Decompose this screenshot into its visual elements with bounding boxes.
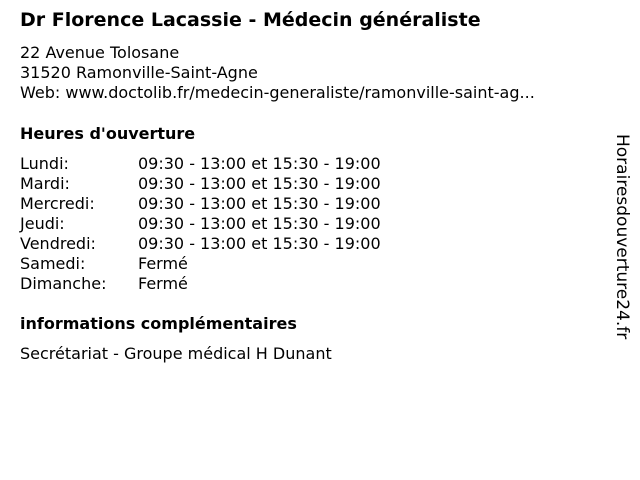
day-label: Mercredi: [20, 194, 95, 213]
hours-row-saturday [20, 254, 381, 274]
address-city: 31520 Ramonville-Saint-Agne [20, 63, 258, 82]
day-hours: Fermé [138, 254, 188, 273]
day-label: Vendredi: [20, 234, 96, 253]
additional-info-text: Secrétariat - Groupe médical H Dunant [20, 344, 332, 363]
hours-row-friday [20, 234, 381, 254]
day-hours: 09:30 - 13:00 et 15:30 - 19:00 [138, 214, 381, 233]
day-label: Samedi: [20, 254, 86, 273]
day-hours: 09:30 - 13:00 et 15:30 - 19:00 [138, 174, 381, 193]
hours-row-thursday [20, 214, 381, 234]
day-hours: 09:30 - 13:00 et 15:30 - 19:00 [138, 194, 381, 213]
additional-info-heading: informations complémentaires [20, 314, 297, 333]
day-label: Lundi: [20, 154, 69, 173]
day-hours: 09:30 - 13:00 et 15:30 - 19:00 [138, 234, 381, 253]
hours-row-monday [20, 154, 381, 174]
address-block [20, 43, 535, 103]
opening-hours-list [20, 154, 381, 294]
day-label: Dimanche: [20, 274, 107, 293]
opening-hours-heading: Heures d'ouverture [20, 124, 196, 143]
site-watermark: Horairesdouverture24.fr [612, 134, 632, 340]
address-street: 22 Avenue Tolosane [20, 43, 180, 62]
day-hours: Fermé [138, 274, 188, 293]
day-hours: 09:30 - 13:00 et 15:30 - 19:00 [138, 154, 381, 173]
page-title: Dr Florence Lacassie - Médecin généraliste [20, 9, 481, 31]
website-link[interactable]: Web: www.doctolib.fr/medecin-generaliste/ramonville-saint-ag... [20, 83, 535, 102]
hours-row-tuesday [20, 174, 381, 194]
day-label: Mardi: [20, 174, 70, 193]
hours-row-sunday [20, 274, 381, 294]
hours-row-wednesday [20, 194, 381, 214]
day-label: Jeudi: [20, 214, 65, 233]
